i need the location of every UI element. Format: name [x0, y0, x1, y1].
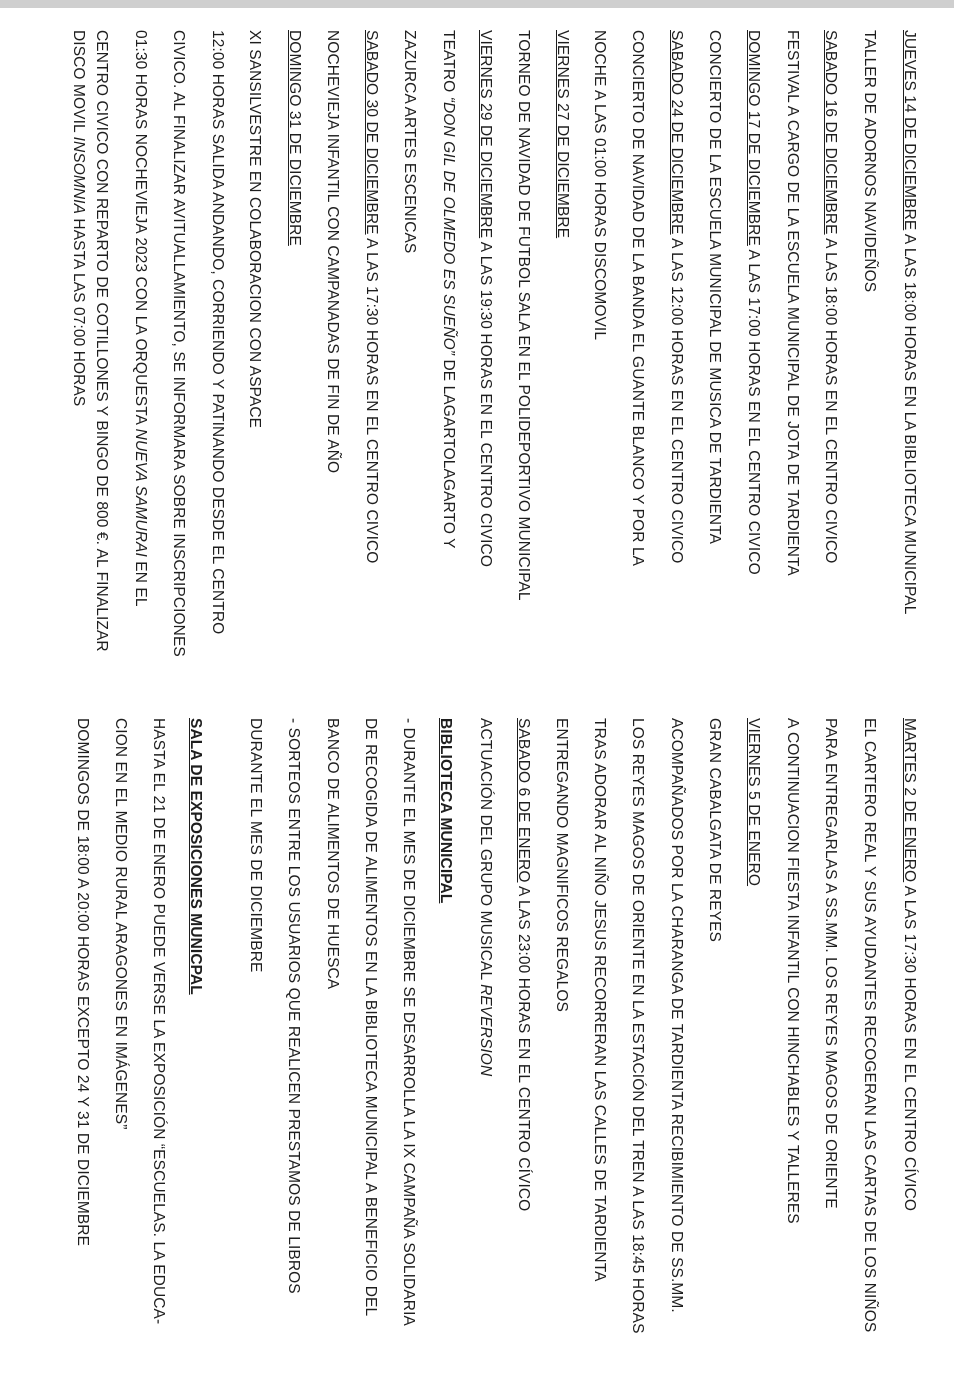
text-segment: TEATRO [440, 30, 457, 97]
text-segment: DOMINGOS DE 18:00 A 20:00 HORAS EXCEPTO 24 Y 31 DE DICIEMBRE [74, 718, 91, 1247]
text-segment: CION EN EL MEDIO RURAL ARAGONES EN IMÁGENES” [112, 718, 129, 1130]
right-column-line [707, 718, 723, 942]
text-segment: A LAS 23:00 HORAS EN EL CENTRO CÍVICO [515, 882, 532, 1212]
right-column-line [592, 718, 608, 1282]
left-column-line [630, 30, 646, 566]
text-segment: PARA ENTREGARLAS A SS.MM. LOS REYES MAGOS DE ORIENTE [822, 718, 839, 1209]
left-column-line [402, 30, 418, 253]
text-segment: A LAS 12:00 HORAS EN EL CENTRO CIVICO [668, 234, 685, 564]
text-segment: NOCHE A LAS 01:00 HORAS DISCOMOVIL [591, 30, 608, 341]
text-segment: BANCO DE ALIMENTOS DE HUESCA [324, 718, 341, 990]
right-column-line [746, 718, 762, 886]
text-segment: A LAS 19:30 HORAS EN EL CENTRO CIVICO [477, 238, 494, 568]
event-date: SABADO 30 DE DICIEMBRE [363, 30, 380, 235]
right-column-line [363, 718, 379, 1316]
text-segment: XI SANSILVESTRE EN COLABORACION CON ASPACE [246, 30, 263, 429]
text-segment: HASTA EL 21 DE ENERO PUEDE VERSE LA EXPOSICIÓN “ESCUELAS. LA EDUCA- [150, 718, 167, 1325]
right-column-line [325, 718, 341, 989]
section-heading: SALA DE EXPOSICIONES MUNICPAL [187, 718, 204, 995]
text-segment: CONCIERTO DE LA ESCUELA MUNICIPAL DE MUSICA DE TARDIENTA [706, 30, 723, 545]
text-segment: HASTA LAS 07:00 HORAS [70, 214, 87, 407]
right-column-line [554, 718, 570, 1012]
event-date: DOMINGO 31 DE DICIEMBRE [286, 30, 303, 246]
right-column-line [478, 718, 494, 1076]
text-segment: CIVICO. AL FINALIZAR AVITUALLAMIENTO, SE INFORMARA SOBRE INSCRIPCIONES [170, 30, 187, 657]
right-column-line [902, 718, 918, 1211]
text-segment: A LAS 18:00 HORAS EN EL CENTRO CIVICO [822, 234, 839, 564]
text-segment: A LAS 17:30 HORAS EN EL CENTRO CIVICO [363, 234, 380, 564]
right-column-line [438, 718, 454, 903]
text-segment: TORNEO DE NAVIDAD DE FUTBOL SALA EN EL POLIDEPORTIVO MUNICIPAL [515, 30, 532, 601]
left-column-line [478, 30, 494, 567]
left-column-line [364, 30, 380, 563]
text-segment: - SORTEOS ENTRE LOS USUARIOS QUE REALICEN PRESTAMOS DE LIBROS [285, 718, 302, 1294]
left-column-line [902, 30, 918, 614]
right-column-line [785, 718, 801, 1224]
text-segment: EN EL [132, 556, 149, 607]
left-column-line [210, 30, 226, 634]
right-column-line [669, 718, 685, 1313]
text-segment: FESTIVAL A CARGO DE LA ESCUELA MUNICIPAL DE JOTA DE TARDIENTA [784, 30, 801, 576]
text-segment: A LAS 17:30 HORAS EN EL CENTRO CÍVICO [901, 882, 918, 1212]
left-column-line [441, 30, 457, 549]
text-segment: TRAS ADORAR AL NIÑO JESUS RECORRERAN LAS CALLES DE TARDIENTA [591, 718, 608, 1282]
text-segment: LOS REYES MAGOS DE ORIENTE EN LA ESTACIÓN DEL TREN A LAS 18:45 HORAS [629, 718, 646, 1334]
text-segment: NOCHEVIEJA INFANTIL CON CAMPANADAS DE FIN DE AÑO [324, 30, 341, 474]
left-column-line [555, 30, 571, 238]
left-column-line [592, 30, 608, 340]
text-segment: TALLER DE ADORNOS NAVIDEÑOS [861, 30, 878, 293]
right-column-line [630, 718, 646, 1334]
text-segment: 01:30 HORAS NOCHEVIEJA 2023 CON LA ORQUESTA [132, 30, 149, 429]
right-column-line [248, 718, 264, 972]
left-column-line [669, 30, 685, 563]
text-segment: ACOMPAÑADOS POR LA CHARANGA DE TARDIENTA RECIBIMIENTO DE SS.MM. [668, 718, 685, 1313]
event-date: VIERNES 29 DE DICIEMBRE [477, 30, 494, 239]
left-column-line [94, 30, 110, 652]
event-title: REVERSION [477, 984, 494, 1077]
text-segment: - DURANTE EL MES DE DICIEMBRE SE DESARROLLA LA IX CAMPAÑA SOLIDARIA [400, 718, 417, 1326]
right-column-line [516, 718, 532, 1211]
event-date: MARTES 2 DE ENERO [901, 718, 918, 883]
left-column-line [707, 30, 723, 544]
left-column-line [171, 30, 187, 657]
right-column-line [286, 718, 302, 1294]
text-segment: 12:00 HORAS SALIDA ANDANDO, CORRIENDO Y PATINANDO DESDE EL CENTRO [209, 30, 226, 635]
text-segment: DE LAGARTOLAGARTO Y [440, 355, 457, 549]
text-segment: DE RECOGIDA DE ALIMENTOS EN LA BIBLIOTECA MUNICIPAL A BENEFICIO DEL [362, 718, 379, 1317]
event-title: INSOMNIA [70, 136, 87, 215]
left-column-line [325, 30, 341, 473]
text-segment: ENTREGANDO MAGNIFICOS REGALOS [553, 718, 570, 1012]
section-heading: BIBLIOTECA MUNICIPAL [437, 718, 454, 904]
left-column-line [247, 30, 263, 428]
text-segment: CENTRO CIVICO CON REPARTO DE COTILLONES Y BINGO DE 800 €. AL FINALIZAR [93, 30, 110, 652]
event-date: SABADO 24 DE DICIEMBRE [668, 30, 685, 235]
left-column-line [746, 30, 762, 575]
event-date: VIERNES 5 DE ENERO [745, 718, 762, 887]
event-title: “DON GIL DE OLMEDO ES SUEÑO” [440, 96, 457, 356]
left-column-line [516, 30, 532, 601]
event-date: SABADO 6 DE ENERO [515, 718, 532, 883]
text-segment: ACTUACIÓN DEL GRUPO MUSICAL [477, 718, 494, 985]
left-column-line [287, 30, 303, 246]
text-segment: DISCO MOVIL [70, 30, 87, 137]
text-segment: ZAZURCA ARTES ESCENICAS [401, 30, 418, 254]
left-column-line [862, 30, 878, 292]
left-column-line [823, 30, 839, 563]
right-column-line [823, 718, 839, 1209]
text-segment: A CONTINUACION FIESTA INFANTIL CON HINCHABLES Y TALLERES [784, 718, 801, 1224]
event-date: SABADO 16 DE DICIEMBRE [822, 30, 839, 235]
right-column-line [401, 718, 417, 1326]
right-column-line [151, 718, 167, 1324]
event-title: NUEVA SAMURAI [132, 428, 149, 557]
text-segment: DURANTE EL MES DE DICIEMBRE [247, 718, 264, 973]
text-segment: A LAS 17:00 HORAS EN EL CENTRO CIVICO [745, 245, 762, 575]
event-date: JUEVES 14 DE DICIEMBRE [901, 30, 918, 231]
text-segment: CONCIERTO DE NAVIDAD DE LA BANDA EL GUANTE BLANCO Y POR LA [629, 30, 646, 567]
left-column-line [133, 30, 149, 607]
right-column-line [862, 718, 878, 1332]
text-segment: EL CARTERO REAL Y SUS AYUDANTES RECOGERAN LAS CARTAS DE LOS NIÑOS [861, 718, 878, 1333]
right-column-line [113, 718, 129, 1130]
left-column-line [71, 30, 87, 406]
right-column-line [188, 718, 204, 995]
event-date: VIERNES 27 DE DICIEMBRE [554, 30, 571, 239]
left-column-line [785, 30, 801, 576]
event-date: DOMINGO 17 DE DICIEMBRE [745, 30, 762, 246]
right-column-line [75, 718, 91, 1246]
text-segment: GRAN CABALGATA DE REYES [706, 718, 723, 942]
text-segment: A LAS 18:00 HORAS EN LA BIBLIOTECA MUNICIPAL [901, 230, 918, 615]
